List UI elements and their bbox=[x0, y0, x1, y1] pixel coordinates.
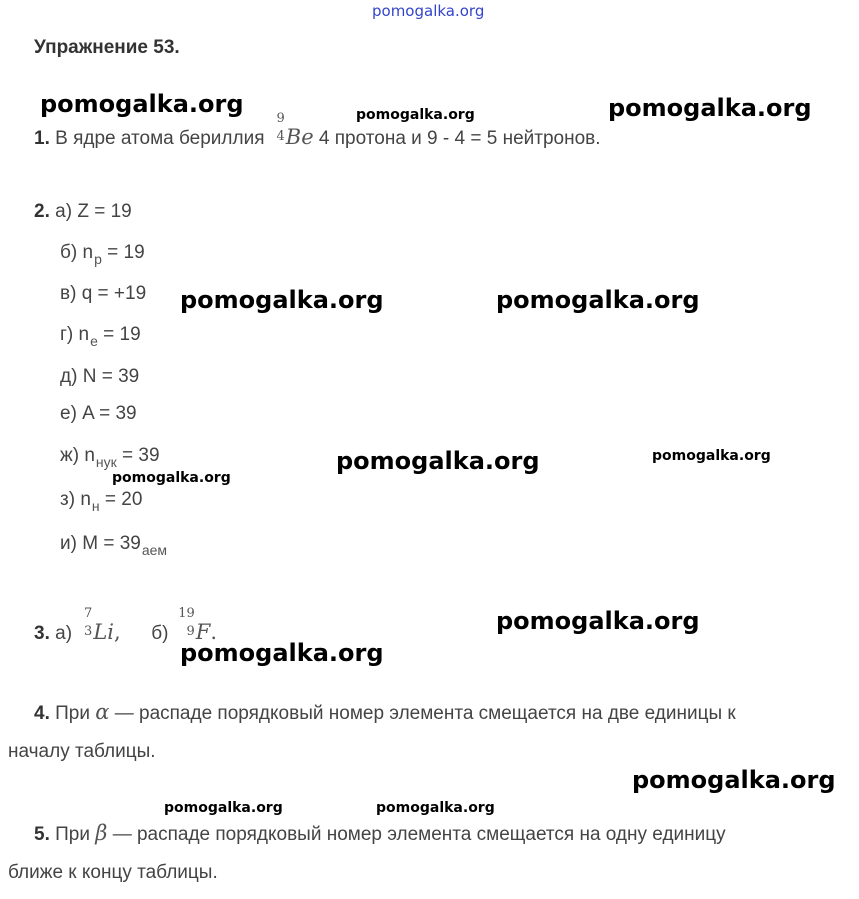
item-2-line: з) $n_н = 20$ bbox=[60, 489, 143, 514]
watermark: pomogalka.org bbox=[496, 607, 700, 635]
item-2-line: в) q = +19 bbox=[60, 283, 147, 304]
item-4: 4. При α — распаде порядковый номер элемента смещается на две единицы к bbox=[34, 700, 736, 724]
item-2-line: и) $M = 39_{аем}$ bbox=[60, 533, 168, 558]
item-number: 2. bbox=[34, 201, 50, 222]
item-5-continuation: ближе к концу таблицы. bbox=[8, 862, 218, 883]
fluorine-isotope: 19 9 F. bbox=[178, 606, 218, 644]
beta-symbol: β bbox=[95, 821, 108, 845]
item-3: 3. а) 7 3 Li, б) 19 9 F. bbox=[34, 606, 218, 644]
item-2-line: б) $n_p = 19$ bbox=[60, 242, 145, 267]
watermark: pomogalka.org bbox=[180, 639, 384, 667]
item-number: 3. bbox=[34, 623, 50, 644]
item-2-line-0: а) Z = 19 bbox=[55, 201, 132, 222]
item-2 bbox=[34, 201, 132, 223]
isotope-atomic: 4 bbox=[276, 129, 285, 144]
item-number: 5. bbox=[34, 824, 50, 845]
item-2-line: г) $n_e = 19$ bbox=[60, 324, 141, 349]
item-1-text-after: 4 протона и 9 - 4 = 5 нейтронов. bbox=[318, 128, 601, 149]
exercise-title: Упражнение 53. bbox=[34, 37, 180, 58]
header-watermark: pomogalka.org bbox=[372, 2, 485, 20]
item-2-line: д) N = 39 bbox=[60, 366, 140, 387]
lithium-isotope: 7 3 Li, bbox=[84, 606, 121, 644]
item-4-continuation: началу таблицы. bbox=[8, 741, 156, 762]
item-2-line: е) A = 39 bbox=[60, 403, 137, 424]
item-1-text-before: В ядре атома бериллия bbox=[55, 128, 265, 149]
watermark: pomogalka.org bbox=[376, 800, 495, 816]
watermark: pomogalka.org bbox=[40, 90, 244, 118]
item-number: 4. bbox=[34, 703, 50, 724]
item-2-line: ж) $n_{нук} = 39$ bbox=[60, 445, 160, 470]
watermark: pomogalka.org bbox=[356, 107, 475, 123]
watermark: pomogalka.org bbox=[336, 447, 540, 475]
isotope-mass: 9 bbox=[276, 111, 285, 126]
watermark: pomogalka.org bbox=[496, 286, 700, 314]
isotope-symbol: Be bbox=[285, 125, 314, 149]
alpha-symbol: α bbox=[95, 700, 110, 724]
watermark: pomogalka.org bbox=[112, 470, 231, 486]
item-number: 1. bbox=[34, 128, 50, 149]
watermark: pomogalka.org bbox=[180, 286, 384, 314]
beryllium-isotope bbox=[270, 111, 314, 150]
watermark: pomogalka.org bbox=[632, 766, 836, 794]
watermark: pomogalka.org bbox=[164, 800, 283, 816]
watermark: pomogalka.org bbox=[652, 448, 771, 464]
watermark: pomogalka.org bbox=[608, 94, 812, 122]
item-5: 5. При β — распаде порядковый номер элемента смещается на одну единицу bbox=[34, 821, 726, 845]
